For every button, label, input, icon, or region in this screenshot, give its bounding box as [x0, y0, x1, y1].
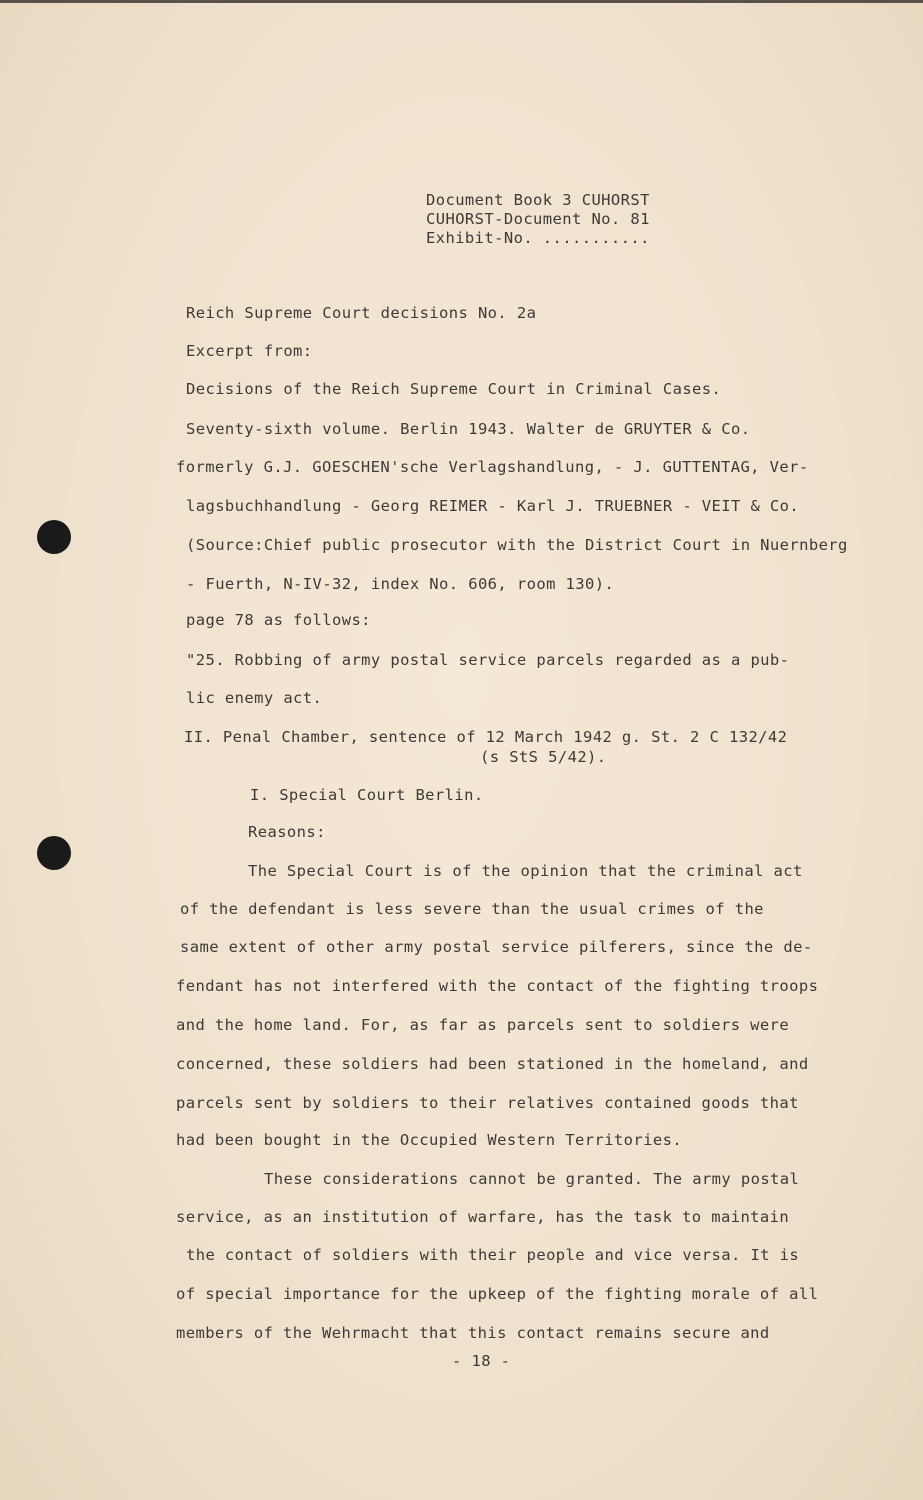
body-line: the contact of soldiers with their people and vice versa. It is: [186, 1246, 800, 1264]
body-line: service, as an institution of warfare, has the task to maintain: [176, 1208, 790, 1226]
body-line: II. Penal Chamber, sentence of 12 March 1942 g. St. 2 C 132/42: [184, 728, 788, 746]
sentence-reference: (s StS 5/42).: [480, 748, 607, 766]
body-line: of special importance for the upkeep of the fighting morale of all: [176, 1285, 819, 1303]
header-document-line: CUHORST-Document No. 81: [426, 210, 650, 228]
body-line: members of the Wehrmacht that this contact remains secure and: [176, 1324, 770, 1342]
body-line: I. Special Court Berlin.: [250, 786, 484, 804]
body-line: page 78 as follows:: [186, 611, 371, 629]
body-line: Reich Supreme Court decisions No. 2a: [186, 304, 537, 322]
body-line: Decisions of the Reich Supreme Court in Criminal Cases.: [186, 380, 722, 398]
body-line: Reasons:: [248, 823, 326, 841]
body-line: fendant has not interfered with the contact of the fighting troops: [176, 977, 819, 995]
body-line: "25. Robbing of army postal service parcels regarded as a pub-: [186, 651, 790, 669]
body-line: of the defendant is less severe than the usual crimes of the: [180, 900, 764, 918]
body-line: (Source:Chief public prosecutor with the District Court in Nuernberg: [186, 536, 848, 554]
punch-hole-bottom: [37, 836, 71, 870]
body-line: parcels sent by soldiers to their relatives contained goods that: [176, 1094, 799, 1112]
body-line: These considerations cannot be granted. The army postal: [264, 1170, 800, 1188]
page-number: - 18 -: [452, 1352, 511, 1370]
body-line: had been bought in the Occupied Western Territories.: [176, 1131, 683, 1149]
body-line: concerned, these soldiers had been stationed in the homeland, and: [176, 1055, 809, 1073]
body-line: lagsbuchhandlung - Georg REIMER - Karl J. TRUEBNER - VEIT & Co.: [186, 497, 800, 515]
body-line: and the home land. For, as far as parcels sent to soldiers were: [176, 1016, 790, 1034]
body-line: - Fuerth, N-IV-32, index No. 606, room 130).: [186, 575, 615, 593]
body-line: lic enemy act.: [186, 689, 323, 707]
body-line: Excerpt from:: [186, 342, 313, 360]
header-book-line: Document Book 3 CUHORST: [426, 191, 650, 209]
body-line: Seventy-sixth volume. Berlin 1943. Walter de GRUYTER & Co.: [186, 420, 751, 438]
header-exhibit-line: Exhibit-No. ...........: [426, 229, 650, 247]
punch-hole-top: [37, 520, 71, 554]
page-top-edge: [0, 0, 923, 3]
body-line: The Special Court is of the opinion that the criminal act: [248, 862, 803, 880]
body-line: same extent of other army postal service pilferers, since the de-: [180, 938, 813, 956]
body-line: formerly G.J. GOESCHEN'sche Verlagshandlung, - J. GUTTENTAG, Ver-: [176, 458, 809, 476]
